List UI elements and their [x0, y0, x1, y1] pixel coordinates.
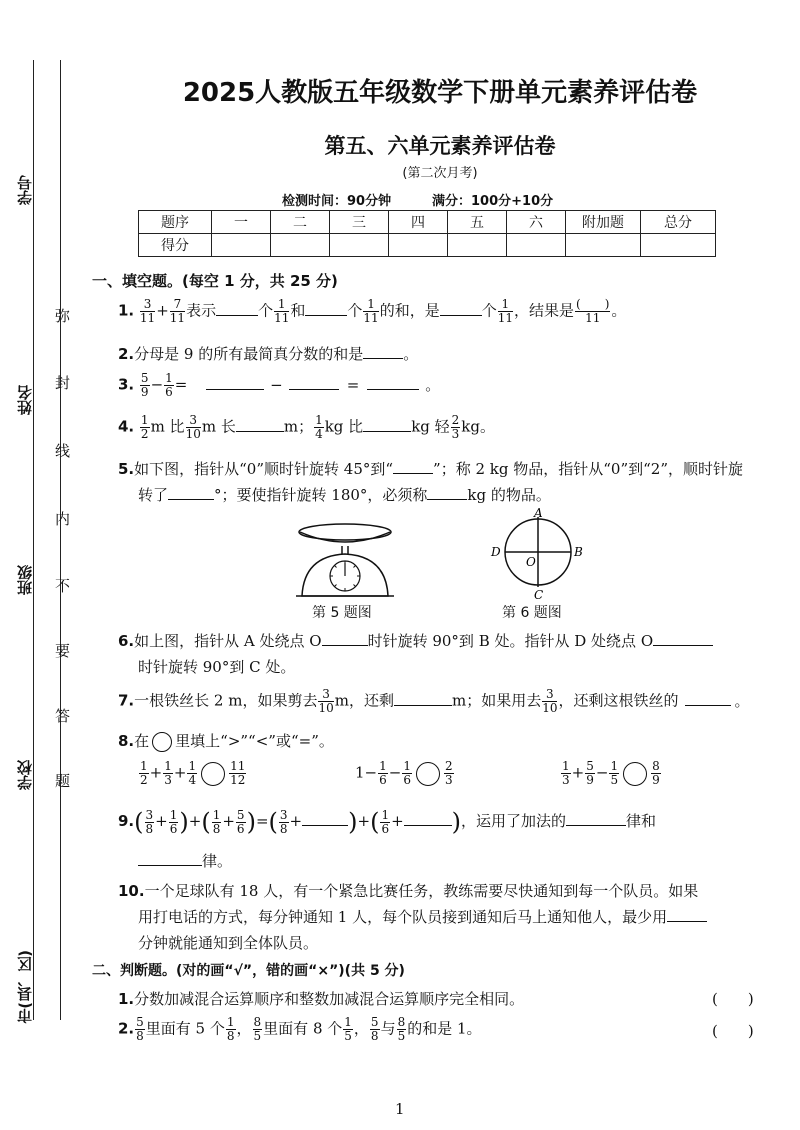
question-number: 1.: [118, 990, 135, 1008]
question-number: 4.: [118, 417, 135, 436]
question-1-9: 9.( $\frac{3}{8}$ + $\frac{1}{6}$ )+( $\frac{1}{8}$ + $\frac{5}{6}$ )=( $\frac{3}{8}$ + )+( $\frac{1}{6}$ + )，运用了加法的 律和: [118, 807, 657, 836]
answer-blank[interactable]: [404, 811, 452, 826]
question-number: 3.: [118, 375, 135, 394]
question-1-6: 6.如上图，指针从 A 处绕点 O 时针旋转 90°到 B 处。指针从 D 处绕点 O: [118, 630, 713, 651]
question-1-2: 2.分母是 9 的所有最简真分数的和是 。: [118, 345, 419, 363]
answer-blank[interactable]: [138, 851, 202, 866]
question-number: 8.: [118, 732, 135, 750]
question-1-1: 1. $\frac{3}{11}$ + $\frac{7}{11}$ 表示 个 $\frac{1}{11}$ 和 个 $\frac{1}{11}$ 的和，是 个 $\frac{1}{11}$ ，结果是 $\frac{( )}{11}$ 。: [118, 297, 627, 325]
circle-figure: [486, 506, 590, 602]
scale-figure: [290, 518, 400, 600]
section-1-heading: 一、填空题。(每空 1 分，共 25 分): [92, 272, 338, 290]
answer-blank[interactable]: [394, 691, 452, 706]
fraction: $\frac{7}{11}$: [169, 297, 186, 325]
question-2-1: 1.分数加减混合运算顺序和整数加减混合运算顺序完全相同。: [118, 990, 525, 1008]
score-cell: 附加题: [566, 211, 641, 234]
figure-5-caption: 第 5 题图: [312, 605, 372, 621]
question-number: 2.: [118, 1019, 135, 1038]
compare-answer-circle[interactable]: [416, 762, 440, 786]
question-number: 5.: [118, 460, 135, 478]
question-1-8-expr-3: $\frac{1}{3}$ + $\frac{5}{9}$ − $\frac{1}{5}$ $\frac{8}{9}$: [562, 759, 660, 787]
fraction: $\frac{1}{2}$: [140, 413, 149, 441]
point-label-a: A: [534, 506, 543, 520]
fraction: $\frac{3}{11}$: [139, 297, 156, 325]
score-cell: 四: [389, 211, 448, 234]
fraction: $\frac{3}{10}$: [318, 687, 334, 715]
answer-blank[interactable]: [685, 691, 731, 706]
fraction: $\frac{5}{9}$: [140, 371, 149, 399]
score-cell: 总分: [641, 211, 716, 234]
score-input-cell[interactable]: [330, 234, 389, 257]
score-table-score-row: [139, 234, 716, 257]
question-1-6-line2: 时针旋转 90°到 C 处。: [138, 658, 296, 676]
answer-blank[interactable]: [206, 375, 264, 390]
question-1-7: 7.一根铁丝长 2 m，如果剪去 $\frac{3}{10}$ m，还剩 m；如果用去 $\frac{3}{10}$ ，还剩这根铁丝的 。: [118, 687, 750, 715]
figure-6-caption: 第 6 题图: [502, 605, 562, 621]
score-input-cell[interactable]: [212, 234, 271, 257]
answer-blank[interactable]: [653, 631, 713, 646]
answer-blank[interactable]: [393, 459, 433, 474]
point-label-o: O: [526, 555, 536, 569]
score-input-cell[interactable]: [566, 234, 641, 257]
score-cell: 得分: [139, 234, 212, 257]
answer-blank[interactable]: [440, 301, 482, 316]
fraction: $\frac{1}{11}$: [274, 297, 290, 325]
fraction: $\frac{3}{10}$: [185, 413, 201, 441]
seal-char: 要: [55, 642, 71, 660]
label-name: 姓名: [16, 385, 34, 415]
seal-char: 题: [55, 772, 71, 790]
question-1-3: 3. $\frac{5}{9}$ − $\frac{1}{6}$ = − = 。: [118, 371, 441, 399]
compare-answer-circle[interactable]: [623, 762, 647, 786]
question-1-8: 8.在 里填上“>”“<”或“=”。: [118, 732, 334, 750]
score-cell: 三: [330, 211, 389, 234]
seal-char: 弥: [55, 307, 71, 325]
page-number: 1: [395, 1100, 405, 1118]
score-input-cell[interactable]: [448, 234, 507, 257]
compare-answer-circle[interactable]: [201, 762, 225, 786]
answer-blank[interactable]: [168, 485, 214, 500]
fraction: $\frac{1}{11}$: [363, 297, 379, 325]
exam-time: 检测时间：90分钟: [282, 194, 392, 209]
question-1-8-expr-1: $\frac{1}{2}$ + $\frac{1}{3}$ + $\frac{1}{4}$ $\frac{11}{12}$: [140, 759, 246, 787]
point-label-c: C: [534, 588, 544, 602]
question-number: 9.: [118, 812, 135, 830]
answer-blank[interactable]: [302, 811, 348, 826]
answer-blank[interactable]: [236, 417, 284, 432]
answer-blank[interactable]: [367, 375, 419, 390]
seal-char: 封: [55, 374, 71, 392]
seal-char: 内: [55, 510, 71, 528]
question-1-5-line2: 转了 °；要使指针旋转 180°，必须称 kg 的物品。: [138, 486, 551, 504]
score-cell: 一: [212, 211, 271, 234]
answer-blank[interactable]: [305, 301, 347, 316]
point-label-d: D: [491, 545, 501, 559]
compare-circle-icon: [152, 732, 172, 752]
question-number: 6.: [118, 632, 135, 650]
score-input-cell[interactable]: [271, 234, 330, 257]
question-number: 10.: [118, 882, 145, 900]
score-cell: 题序: [139, 211, 212, 234]
score-table-header-row: [139, 211, 716, 234]
true-false-answer[interactable]: ( ): [712, 990, 754, 1008]
score-table: [138, 210, 716, 257]
answer-blank[interactable]: [363, 344, 403, 359]
question-1-9-line2: 律。: [138, 850, 232, 871]
score-input-cell[interactable]: [389, 234, 448, 257]
exam-full-score: 满分：100分+10分: [432, 194, 554, 209]
exam-title: 2025人教版五年级数学下册单元素养评估卷: [182, 78, 698, 108]
answer-blank[interactable]: [322, 631, 368, 646]
fraction: $\frac{3}{10}$: [542, 687, 558, 715]
question-1-8-expr-2: 1− $\frac{1}{6}$ − $\frac{1}{6}$ $\frac{2}{3}$: [355, 759, 453, 787]
answer-blank[interactable]: [667, 907, 707, 922]
answer-fraction[interactable]: $\frac{( )}{11}$: [576, 297, 610, 325]
question-number: 2.: [118, 345, 135, 363]
score-input-cell[interactable]: [641, 234, 716, 257]
question-2-2: 2. $\frac{5}{8}$ 里面有 5 个 $\frac{1}{8}$ ， $\frac{8}{5}$ 里面有 8 个 $\frac{1}{5}$ ， $\frac{5}{8}$ 与 $\frac{8}{5}$ 的和是 1。: [118, 1015, 482, 1043]
exam-subtitle: 第五、六单元素养评估卷: [324, 134, 556, 158]
fraction: $\frac{2}{3}$: [451, 413, 460, 441]
answer-blank[interactable]: [289, 375, 339, 390]
seal-char: 答: [55, 707, 71, 725]
fraction: $\frac{1}{6}$: [165, 371, 173, 399]
question-1-4: 4. $\frac{1}{2}$ m 比 $\frac{3}{10}$ m 长 m； $\frac{1}{4}$ kg 比 kg 轻 $\frac{2}{3}$ kg。: [118, 413, 495, 441]
score-cell: 二: [271, 211, 330, 234]
question-1-10: 10.一个足球队有 18 人，有一个紧急比赛任务，教练需要尽快通知到每一个队员。如果: [118, 882, 699, 900]
score-cell: 六: [507, 211, 566, 234]
question-number: 1.: [118, 301, 135, 320]
seal-char: 线: [55, 442, 71, 460]
question-1-10-line2: 用打电话的方式，每分钟通知 1 人，每个队员接到通知后马上通知他人，最少用: [138, 906, 707, 927]
fraction: $\frac{1}{11}$: [497, 297, 513, 325]
answer-blank[interactable]: [566, 811, 626, 826]
fraction: $\frac{1}{4}$: [315, 413, 323, 441]
point-label-b: B: [574, 545, 583, 559]
question-1-10-line3: 分钟就能通知到全体队员。: [138, 934, 319, 952]
answer-blank[interactable]: [427, 485, 467, 500]
question-1-5: 5.如下图，指针从“0”顺时针旋转 45°到“ ”；称 2 kg 物品，指针从“0”到“2”，顺时针旋: [118, 460, 744, 478]
section-2-heading: 二、判断题。(对的画“√”，错的画“×”)(共 5 分): [92, 963, 405, 979]
label-city: 市(县、区): [16, 950, 34, 1024]
true-false-answer[interactable]: ( ): [712, 1022, 754, 1040]
label-school: 学校: [16, 760, 34, 790]
exam-note: (第二次月考): [402, 166, 478, 181]
score-cell: 五: [448, 211, 507, 234]
question-number: 7.: [118, 691, 135, 710]
label-student-id: 学号: [16, 175, 34, 205]
binding-line-inner: [60, 60, 61, 1020]
label-class: 班级: [16, 565, 34, 595]
seal-char: 不: [55, 577, 71, 595]
answer-blank[interactable]: [363, 417, 411, 432]
answer-blank[interactable]: [216, 301, 258, 316]
score-input-cell[interactable]: [507, 234, 566, 257]
